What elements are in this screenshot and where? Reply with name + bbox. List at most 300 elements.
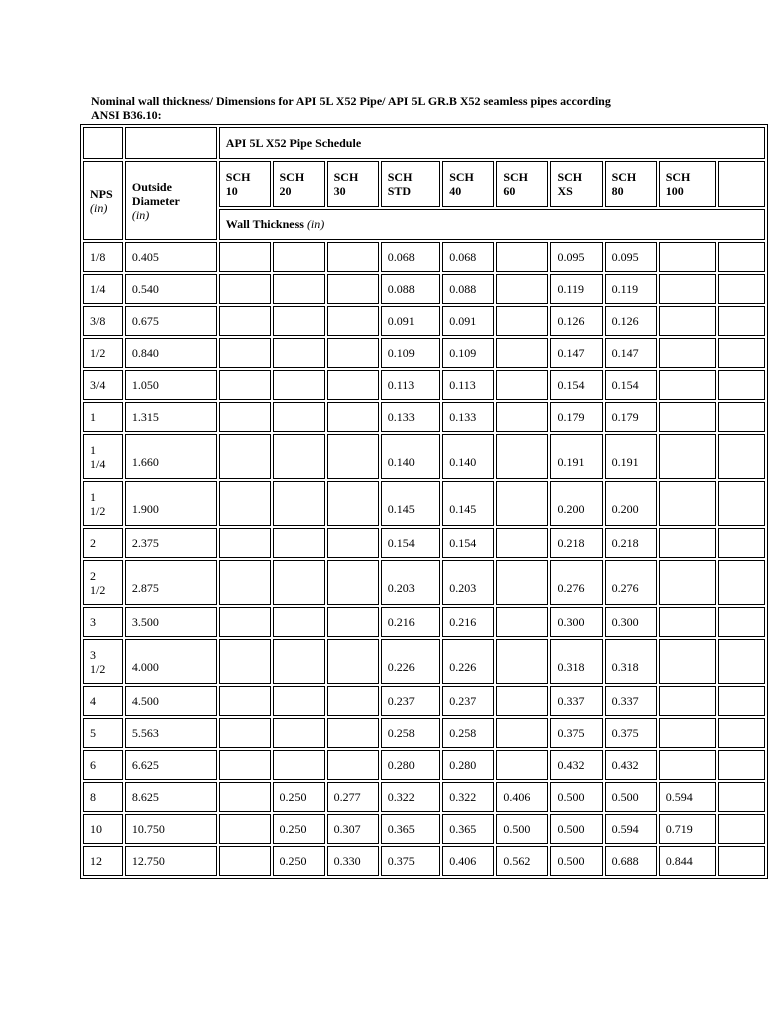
wall-thickness-cell-truncated bbox=[718, 242, 765, 272]
nps-cell bbox=[83, 274, 123, 304]
wall-thickness-cell: 0.154 bbox=[550, 370, 602, 400]
nps-cell bbox=[83, 370, 123, 400]
wall-thickness-cell: 0.277 bbox=[327, 782, 379, 812]
nps-cell bbox=[83, 242, 123, 272]
wall-thickness-cell: 0.280 bbox=[381, 750, 440, 780]
wall-thickness-cell: 0.375 bbox=[550, 718, 602, 748]
nps-cell bbox=[83, 686, 123, 716]
nps-value: 2 bbox=[90, 535, 96, 550]
wall-thickness-cell: 0.109 bbox=[442, 338, 494, 368]
wall-thickness-cell bbox=[219, 607, 271, 637]
wall-thickness-cell: 0.068 bbox=[381, 242, 440, 272]
schedule-group-header: API 5L X52 Pipe Schedule bbox=[219, 127, 765, 159]
schedule-code: 100 bbox=[665, 184, 684, 198]
wall-thickness-cell: 0.330 bbox=[327, 846, 379, 876]
wall-thickness-cell bbox=[496, 306, 548, 336]
od-cell: 0.675 bbox=[125, 306, 217, 336]
wall-thickness-cell: 0.095 bbox=[605, 242, 657, 272]
wall-thickness-cell: 0.300 bbox=[550, 607, 602, 637]
table-row bbox=[83, 242, 765, 272]
wall-thickness-cell: 0.250 bbox=[273, 814, 325, 844]
table-row bbox=[83, 846, 765, 876]
wall-thickness-cell bbox=[659, 481, 716, 526]
wall-thickness-cell: 0.145 bbox=[381, 481, 440, 526]
nps-value: 1/8 bbox=[90, 249, 106, 264]
wall-thickness-cell: 0.126 bbox=[605, 306, 657, 336]
od-cell: 0.840 bbox=[125, 338, 217, 368]
document-title bbox=[91, 94, 731, 122]
wall-thickness-cell bbox=[327, 306, 379, 336]
header-row-group bbox=[83, 127, 765, 159]
wall-thickness-cell bbox=[659, 274, 716, 304]
schedule-header-60 bbox=[496, 161, 548, 207]
header-row-schedules bbox=[83, 161, 765, 207]
wall-thickness-cell: 0.147 bbox=[550, 338, 602, 368]
schedule-prefix: SCH bbox=[449, 170, 474, 184]
table-row bbox=[83, 686, 765, 716]
wall-thickness-cell bbox=[219, 718, 271, 748]
nps-value: 3 bbox=[90, 647, 96, 662]
nps-cell bbox=[83, 560, 123, 605]
wall-thickness-cell bbox=[327, 718, 379, 748]
wall-thickness-cell bbox=[659, 306, 716, 336]
wall-thickness-cell bbox=[327, 607, 379, 637]
wall-thickness-cell bbox=[273, 750, 325, 780]
wall-thickness-cell bbox=[219, 370, 271, 400]
nps-value: 1/4 bbox=[90, 281, 106, 296]
schedule-header-100 bbox=[659, 161, 716, 207]
schedule-code: STD bbox=[387, 184, 412, 198]
od-label-2: Diameter bbox=[131, 193, 180, 208]
wall-thickness-cell-truncated bbox=[718, 528, 765, 558]
od-cell: 8.625 bbox=[125, 782, 217, 812]
wall-label: Wall Thickness bbox=[225, 217, 304, 231]
schedule-prefix: SCH bbox=[225, 170, 251, 184]
wall-thickness-cell: 0.088 bbox=[381, 274, 440, 304]
schedule-code: 80 bbox=[611, 184, 624, 198]
nps-value: 1/4 bbox=[90, 456, 106, 471]
wall-thickness-cell: 0.318 bbox=[550, 639, 602, 684]
wall-thickness-cell: 0.095 bbox=[550, 242, 602, 272]
wall-thickness-cell: 0.068 bbox=[442, 242, 494, 272]
nps-value: 12 bbox=[90, 853, 102, 868]
nps-value: 4 bbox=[90, 693, 96, 708]
wall-thickness-cell bbox=[496, 402, 548, 432]
wall-thickness-cell bbox=[496, 274, 548, 304]
wall-thickness-cell bbox=[273, 686, 325, 716]
nps-cell bbox=[83, 639, 123, 684]
wall-thickness-cell: 0.203 bbox=[381, 560, 440, 605]
wall-thickness-cell: 0.154 bbox=[442, 528, 494, 558]
wall-thickness-cell: 0.113 bbox=[381, 370, 440, 400]
wall-thickness-cell: 0.500 bbox=[550, 814, 602, 844]
wall-thickness-cell-truncated bbox=[718, 718, 765, 748]
schedule-prefix: SCH bbox=[503, 170, 529, 184]
wall-thickness-cell: 0.237 bbox=[381, 686, 440, 716]
nps-cell bbox=[83, 846, 123, 876]
wall-thickness-cell: 0.133 bbox=[442, 402, 494, 432]
od-cell: 4.000 bbox=[125, 639, 217, 684]
wall-thickness-cell: 0.300 bbox=[605, 607, 657, 637]
od-cell: 1.900 bbox=[125, 481, 217, 526]
wall-thickness-cell bbox=[659, 686, 716, 716]
wall-thickness-cell bbox=[496, 370, 548, 400]
wall-thickness-cell bbox=[273, 338, 325, 368]
wall-thickness-cell: 0.226 bbox=[381, 639, 440, 684]
wall-thickness-cell: 0.337 bbox=[550, 686, 602, 716]
wall-unit: (in) bbox=[306, 217, 325, 231]
wall-thickness-cell-truncated bbox=[718, 782, 765, 812]
nps-cell bbox=[83, 481, 123, 526]
schedule-code: 30 bbox=[333, 184, 346, 198]
wall-thickness-cell bbox=[327, 402, 379, 432]
wall-thickness-cell bbox=[273, 560, 325, 605]
wall-thickness-cell: 0.200 bbox=[605, 481, 657, 526]
wall-thickness-cell bbox=[273, 481, 325, 526]
wall-thickness-cell bbox=[219, 814, 271, 844]
schedule-prefix: SCH bbox=[665, 170, 691, 184]
table-row bbox=[83, 434, 765, 479]
wall-thickness-cell bbox=[496, 481, 548, 526]
od-cell: 1.660 bbox=[125, 434, 217, 479]
schedule-prefix: SCH bbox=[557, 170, 583, 184]
wall-thickness-cell: 0.119 bbox=[550, 274, 602, 304]
wall-thickness-cell bbox=[327, 528, 379, 558]
table-row bbox=[83, 782, 765, 812]
wall-thickness-cell bbox=[496, 528, 548, 558]
od-cell: 10.750 bbox=[125, 814, 217, 844]
wall-thickness-cell: 0.179 bbox=[550, 402, 602, 432]
wall-thickness-cell: 0.088 bbox=[442, 274, 494, 304]
wall-thickness-cell bbox=[219, 274, 271, 304]
nps-value: 1/2 bbox=[90, 503, 106, 518]
nps-value: 3 bbox=[90, 614, 96, 629]
wall-thickness-cell: 0.375 bbox=[605, 718, 657, 748]
schedule-code: XS bbox=[557, 184, 573, 198]
wall-thickness-cell: 0.140 bbox=[381, 434, 440, 479]
table-container bbox=[80, 124, 768, 928]
wall-thickness-cell bbox=[327, 338, 379, 368]
wall-thickness-cell: 0.719 bbox=[659, 814, 716, 844]
wall-thickness-cell: 0.500 bbox=[605, 782, 657, 812]
wall-thickness-cell: 0.250 bbox=[273, 782, 325, 812]
wall-thickness-cell bbox=[219, 528, 271, 558]
nps-value: 1 bbox=[90, 442, 96, 457]
nps-header bbox=[83, 161, 123, 240]
wall-thickness-cell: 0.203 bbox=[442, 560, 494, 605]
wall-thickness-cell-truncated bbox=[718, 370, 765, 400]
wall-thickness-cell: 0.844 bbox=[659, 846, 716, 876]
nps-cell bbox=[83, 607, 123, 637]
wall-thickness-cell: 0.276 bbox=[550, 560, 602, 605]
od-cell: 2.875 bbox=[125, 560, 217, 605]
nps-cell bbox=[83, 718, 123, 748]
od-cell: 6.625 bbox=[125, 750, 217, 780]
wall-thickness-cell bbox=[219, 402, 271, 432]
wall-thickness-cell bbox=[659, 639, 716, 684]
wall-thickness-cell bbox=[219, 560, 271, 605]
table-row bbox=[83, 528, 765, 558]
table-row bbox=[83, 370, 765, 400]
wall-thickness-cell bbox=[327, 274, 379, 304]
wall-thickness-cell-truncated bbox=[718, 274, 765, 304]
wall-thickness-cell bbox=[327, 639, 379, 684]
wall-thickness-cell bbox=[496, 639, 548, 684]
schedule-header-30 bbox=[327, 161, 379, 207]
od-cell: 4.500 bbox=[125, 686, 217, 716]
pipe-schedule-table bbox=[80, 124, 768, 879]
wall-thickness-cell bbox=[273, 274, 325, 304]
wall-thickness-cell-truncated bbox=[718, 814, 765, 844]
nps-value: 10 bbox=[90, 821, 102, 836]
od-unit: (in) bbox=[131, 207, 150, 222]
wall-thickness-cell: 0.126 bbox=[550, 306, 602, 336]
table-row bbox=[83, 750, 765, 780]
wall-thickness-cell: 0.226 bbox=[442, 639, 494, 684]
schedule-prefix: SCH bbox=[611, 170, 637, 184]
wall-thickness-cell-truncated bbox=[718, 434, 765, 479]
wall-thickness-cell-truncated bbox=[718, 306, 765, 336]
wall-thickness-cell: 0.216 bbox=[442, 607, 494, 637]
od-cell: 0.405 bbox=[125, 242, 217, 272]
wall-thickness-cell bbox=[659, 718, 716, 748]
wall-thickness-cell: 0.307 bbox=[327, 814, 379, 844]
schedule-header-std bbox=[381, 161, 440, 207]
wall-thickness-cell bbox=[496, 560, 548, 605]
wall-thickness-cell bbox=[273, 718, 325, 748]
nps-cell bbox=[83, 434, 123, 479]
table-row bbox=[83, 639, 765, 684]
wall-thickness-cell-truncated bbox=[718, 639, 765, 684]
table-row bbox=[83, 306, 765, 336]
wall-thickness-cell bbox=[327, 434, 379, 479]
wall-thickness-cell bbox=[219, 639, 271, 684]
od-cell: 1.050 bbox=[125, 370, 217, 400]
wall-thickness-cell: 0.191 bbox=[605, 434, 657, 479]
wall-thickness-cell bbox=[219, 750, 271, 780]
wall-thickness-cell: 0.280 bbox=[442, 750, 494, 780]
od-cell: 2.375 bbox=[125, 528, 217, 558]
wall-thickness-cell bbox=[273, 306, 325, 336]
table-row bbox=[83, 607, 765, 637]
nps-value: 1/2 bbox=[90, 661, 106, 676]
wall-thickness-cell bbox=[496, 242, 548, 272]
wall-thickness-cell bbox=[273, 402, 325, 432]
wall-thickness-cell bbox=[659, 560, 716, 605]
schedule-header-80 bbox=[605, 161, 657, 207]
wall-thickness-cell bbox=[219, 686, 271, 716]
wall-thickness-cell: 0.375 bbox=[381, 846, 440, 876]
wall-thickness-cell: 0.109 bbox=[381, 338, 440, 368]
table-row bbox=[83, 814, 765, 844]
wall-thickness-cell-truncated bbox=[718, 607, 765, 637]
table-row bbox=[83, 481, 765, 526]
wall-thickness-header bbox=[219, 209, 765, 240]
wall-thickness-cell bbox=[273, 370, 325, 400]
wall-thickness-cell: 0.179 bbox=[605, 402, 657, 432]
wall-thickness-cell: 0.337 bbox=[605, 686, 657, 716]
wall-thickness-cell: 0.133 bbox=[381, 402, 440, 432]
wall-thickness-cell: 0.218 bbox=[550, 528, 602, 558]
schedule-prefix: SCH bbox=[279, 170, 305, 184]
nps-value: 2 bbox=[90, 568, 96, 583]
nps-value: 1/2 bbox=[90, 582, 106, 597]
wall-thickness-cell bbox=[219, 434, 271, 479]
wall-thickness-cell: 0.113 bbox=[442, 370, 494, 400]
schedule-header-20 bbox=[273, 161, 325, 207]
nps-label: NPS bbox=[90, 186, 113, 201]
wall-thickness-cell: 0.365 bbox=[381, 814, 440, 844]
wall-thickness-cell: 0.147 bbox=[605, 338, 657, 368]
wall-thickness-cell-truncated bbox=[718, 338, 765, 368]
schedule-header-xs bbox=[550, 161, 602, 207]
wall-thickness-cell bbox=[327, 481, 379, 526]
wall-thickness-cell bbox=[496, 750, 548, 780]
wall-thickness-cell: 0.688 bbox=[605, 846, 657, 876]
wall-thickness-cell: 0.200 bbox=[550, 481, 602, 526]
wall-thickness-cell bbox=[327, 370, 379, 400]
od-cell: 3.500 bbox=[125, 607, 217, 637]
od-cell: 12.750 bbox=[125, 846, 217, 876]
wall-thickness-cell bbox=[219, 306, 271, 336]
nps-value: 8 bbox=[90, 789, 96, 804]
wall-thickness-cell: 0.154 bbox=[605, 370, 657, 400]
wall-thickness-cell: 0.091 bbox=[442, 306, 494, 336]
wall-thickness-cell: 0.500 bbox=[550, 782, 602, 812]
od-header bbox=[125, 161, 217, 240]
wall-thickness-cell bbox=[496, 607, 548, 637]
od-label-1: Outside bbox=[131, 179, 172, 194]
nps-cell bbox=[83, 782, 123, 812]
wall-thickness-cell: 0.432 bbox=[605, 750, 657, 780]
schedule-code: 10 bbox=[225, 184, 238, 198]
wall-thickness-cell: 0.406 bbox=[442, 846, 494, 876]
wall-thickness-cell: 0.258 bbox=[381, 718, 440, 748]
wall-thickness-cell bbox=[273, 528, 325, 558]
table-row bbox=[83, 718, 765, 748]
wall-thickness-cell bbox=[496, 686, 548, 716]
wall-thickness-cell: 0.091 bbox=[381, 306, 440, 336]
nps-value: 1 bbox=[90, 409, 96, 424]
wall-thickness-cell: 0.562 bbox=[496, 846, 548, 876]
wall-thickness-cell: 0.119 bbox=[605, 274, 657, 304]
wall-thickness-cell: 0.318 bbox=[605, 639, 657, 684]
wall-thickness-cell bbox=[659, 402, 716, 432]
nps-value: 6 bbox=[90, 757, 96, 772]
header-spacer-od bbox=[125, 127, 217, 159]
header-spacer-nps bbox=[83, 127, 123, 159]
nps-unit: (in) bbox=[90, 200, 108, 215]
wall-thickness-cell: 0.500 bbox=[550, 846, 602, 876]
wall-thickness-cell bbox=[659, 434, 716, 479]
wall-thickness-cell: 0.258 bbox=[442, 718, 494, 748]
nps-cell bbox=[83, 814, 123, 844]
wall-thickness-cell bbox=[659, 607, 716, 637]
table-row bbox=[83, 560, 765, 605]
nps-cell bbox=[83, 306, 123, 336]
od-cell: 5.563 bbox=[125, 718, 217, 748]
table-row bbox=[83, 402, 765, 432]
schedule-code: 40 bbox=[449, 184, 462, 198]
wall-thickness-cell-truncated bbox=[718, 750, 765, 780]
schedule-code: 20 bbox=[279, 184, 292, 198]
wall-thickness-cell bbox=[273, 242, 325, 272]
wall-thickness-cell: 0.594 bbox=[659, 782, 716, 812]
wall-thickness-cell: 0.406 bbox=[496, 782, 548, 812]
od-cell: 0.540 bbox=[125, 274, 217, 304]
wall-thickness-cell: 0.250 bbox=[273, 846, 325, 876]
wall-thickness-cell: 0.322 bbox=[442, 782, 494, 812]
wall-thickness-cell bbox=[327, 242, 379, 272]
wall-thickness-cell: 0.276 bbox=[605, 560, 657, 605]
schedule-header-truncated bbox=[718, 161, 765, 207]
nps-cell bbox=[83, 338, 123, 368]
wall-thickness-cell: 0.140 bbox=[442, 434, 494, 479]
wall-thickness-cell: 0.191 bbox=[550, 434, 602, 479]
wall-thickness-cell bbox=[659, 528, 716, 558]
nps-value: 5 bbox=[90, 725, 96, 740]
schedule-prefix: SCH bbox=[333, 170, 359, 184]
nps-value: 3/8 bbox=[90, 313, 106, 328]
wall-thickness-cell-truncated bbox=[718, 402, 765, 432]
title-line-1: Nominal wall thickness/ Dimensions for API 5L X52 Pipe/ API 5L GR.B X52 seamless pipes according bbox=[91, 94, 611, 108]
od-cell: 1.315 bbox=[125, 402, 217, 432]
nps-cell bbox=[83, 528, 123, 558]
schedule-header-40 bbox=[442, 161, 494, 207]
nps-cell bbox=[83, 402, 123, 432]
wall-thickness-cell: 0.365 bbox=[442, 814, 494, 844]
wall-thickness-cell: 0.500 bbox=[496, 814, 548, 844]
wall-thickness-cell bbox=[496, 718, 548, 748]
wall-thickness-cell bbox=[327, 686, 379, 716]
nps-value: 3/4 bbox=[90, 377, 106, 392]
wall-thickness-cell bbox=[219, 782, 271, 812]
wall-thickness-cell-truncated bbox=[718, 846, 765, 876]
wall-thickness-cell bbox=[219, 481, 271, 526]
wall-thickness-cell bbox=[496, 434, 548, 479]
schedule-prefix: SCH bbox=[387, 170, 413, 184]
wall-thickness-cell: 0.216 bbox=[381, 607, 440, 637]
wall-thickness-cell: 0.218 bbox=[605, 528, 657, 558]
wall-thickness-cell bbox=[219, 846, 271, 876]
schedule-header-10 bbox=[219, 161, 271, 207]
wall-thickness-cell: 0.145 bbox=[442, 481, 494, 526]
wall-thickness-cell-truncated bbox=[718, 560, 765, 605]
wall-thickness-cell: 0.154 bbox=[381, 528, 440, 558]
nps-value: 1/2 bbox=[90, 345, 106, 360]
table-row bbox=[83, 274, 765, 304]
wall-thickness-cell bbox=[659, 370, 716, 400]
wall-thickness-cell: 0.432 bbox=[550, 750, 602, 780]
wall-thickness-cell bbox=[219, 338, 271, 368]
schedule-code: 60 bbox=[503, 184, 516, 198]
wall-thickness-cell bbox=[659, 750, 716, 780]
wall-thickness-cell: 0.237 bbox=[442, 686, 494, 716]
wall-thickness-cell bbox=[659, 338, 716, 368]
wall-thickness-cell-truncated bbox=[718, 686, 765, 716]
nps-value: 1 bbox=[90, 489, 96, 504]
wall-thickness-cell bbox=[327, 560, 379, 605]
wall-thickness-cell bbox=[327, 750, 379, 780]
table-row bbox=[83, 338, 765, 368]
wall-thickness-cell: 0.594 bbox=[605, 814, 657, 844]
wall-thickness-cell bbox=[496, 338, 548, 368]
wall-thickness-cell-truncated bbox=[718, 481, 765, 526]
wall-thickness-cell bbox=[219, 242, 271, 272]
wall-thickness-cell: 0.322 bbox=[381, 782, 440, 812]
nps-cell bbox=[83, 750, 123, 780]
wall-thickness-cell bbox=[273, 607, 325, 637]
